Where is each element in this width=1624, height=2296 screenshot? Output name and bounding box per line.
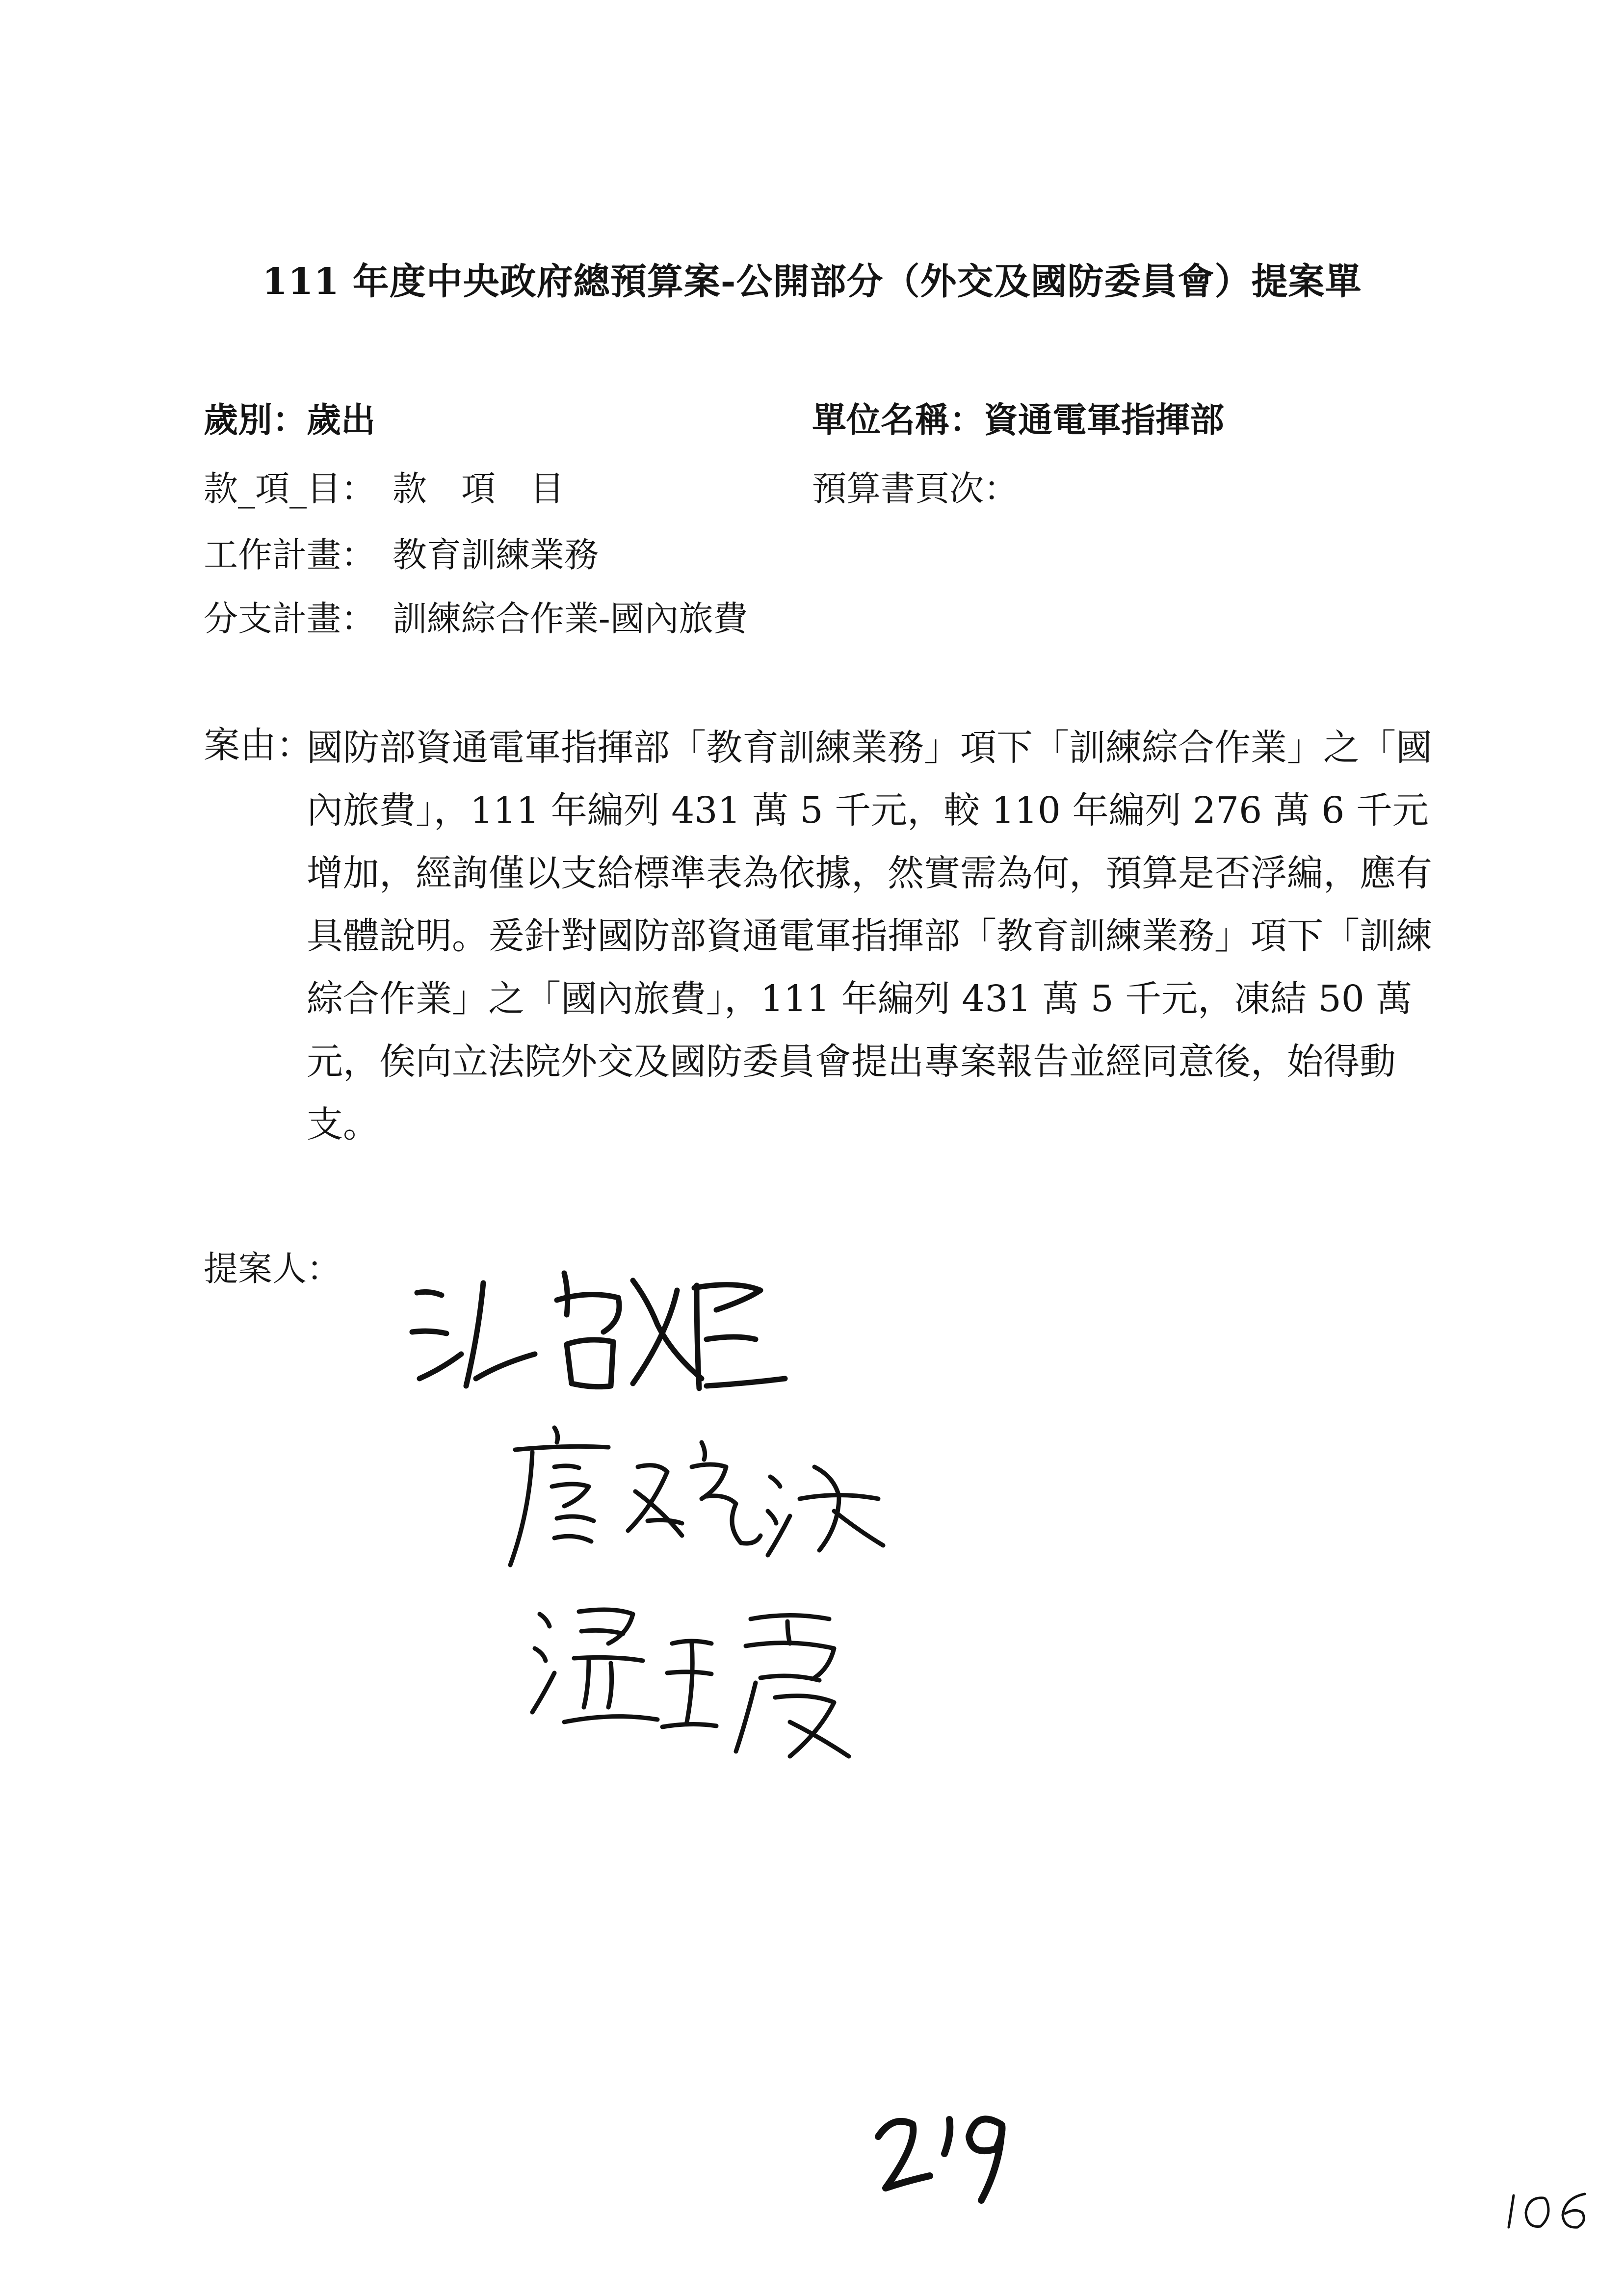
document-title: 111 年度中央政府總預算案-公開部分（外交及國防委員會）提案單 (262, 261, 1362, 303)
handwritten-page-number (864, 2090, 1025, 2208)
sub-plan-field: 分支計畫： 訓練綜合作業-國內旅費 (204, 599, 748, 639)
item-field: 款_項_目： 款 項 目 (204, 469, 564, 509)
case-label: 案由： (204, 724, 313, 766)
signature-3 (515, 1585, 888, 1766)
proposer-label: 提案人： (204, 1249, 341, 1289)
unit-name-field: 單位名稱：資通電軍指揮部 (812, 399, 1224, 440)
signature-2 (496, 1413, 898, 1575)
handwritten-corner-number (1501, 2183, 1599, 2237)
signature-1 (402, 1246, 795, 1408)
budget-page-field: 預算書頁次： (812, 469, 1018, 509)
work-plan-field: 工作計畫： 教育訓練業務 (204, 535, 599, 575)
category-field: 歲別：歲出 (204, 399, 375, 440)
case-description: 國防部資通電軍指揮部「教育訓練業務」項下「訓練綜合作業」之「國內旅費」，111 年編列 431 萬 5 千元，較 110 年編列 276 萬 6 千元增加，經詢僅以支給標準表為依據，然實需為何，預算是否浮編，應有具體說明。爰針對國防部資通電軍指揮部「教育訓練業務」項下「訓練綜合作業」之「國內旅費」，111 年編列 431 萬 5 千元，凍結 50 萬元，俟向立法院外交及國防委員會提出專案報告並經同意後，始得動支。 (307, 727, 1432, 1146)
